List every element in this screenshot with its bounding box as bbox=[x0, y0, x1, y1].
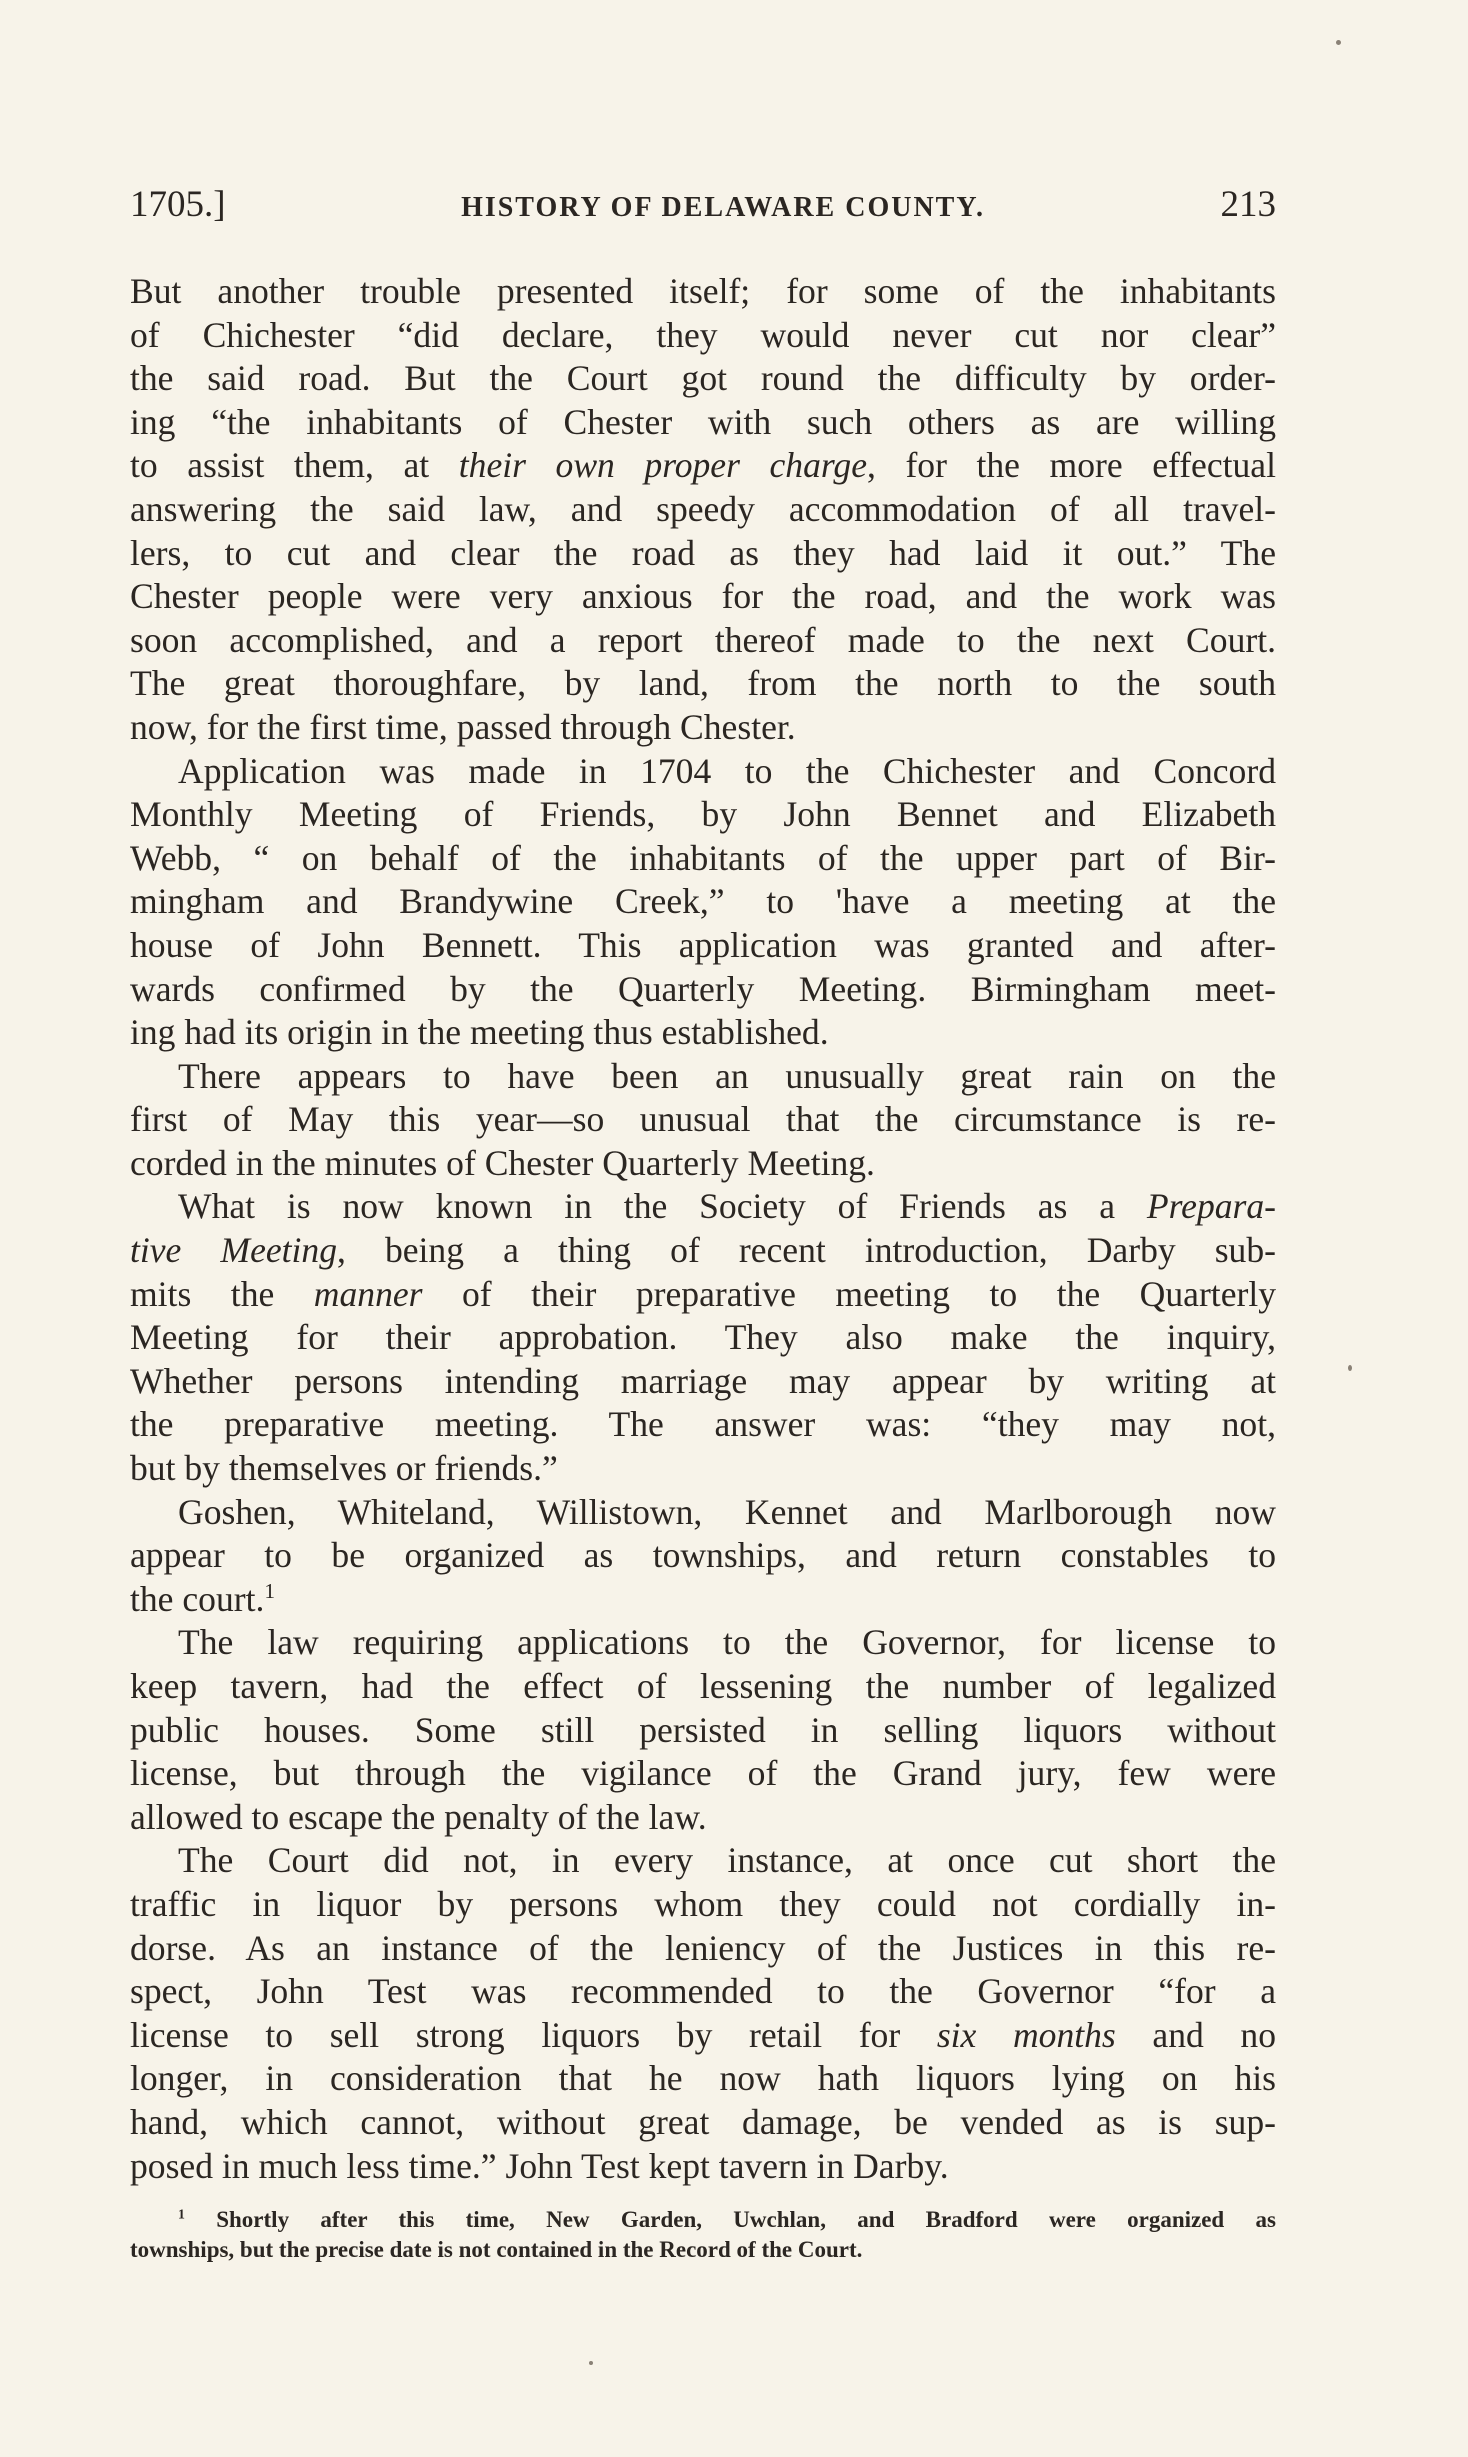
text-run: license to sell strong liquors by retail for bbox=[130, 2014, 937, 2055]
text-line bbox=[130, 2057, 1276, 2101]
text-run: answering the said law, and speedy accommodation of all travel- bbox=[130, 488, 1276, 529]
text-line bbox=[130, 532, 1276, 576]
text-line bbox=[130, 314, 1276, 358]
text-run: Webb, “ on behalf of the inhabitants of the upper part of Bir- bbox=[130, 837, 1276, 878]
text-line bbox=[130, 880, 1276, 924]
text-run: the said road. But the Court got round the difficulty by order- bbox=[130, 358, 1276, 399]
text-run: The Court did not, in every instance, at once cut short the bbox=[178, 1840, 1276, 1881]
text-line bbox=[130, 1534, 1276, 1578]
text-run: What is now known in the Society of Friends as a bbox=[178, 1186, 1147, 1227]
body-text bbox=[130, 270, 1276, 2188]
text-line bbox=[130, 1011, 1276, 1055]
page-number: 213 bbox=[1220, 184, 1276, 225]
text-line bbox=[130, 1229, 1276, 1273]
text-line bbox=[130, 1491, 1276, 1535]
text-run: wards confirmed by the Quarterly Meeting. Birmingham meet- bbox=[130, 968, 1276, 1009]
text-line bbox=[130, 1142, 1276, 1186]
text-run: Application was made in 1704 to the Chichester and Concord bbox=[178, 750, 1276, 791]
text-run: house of John Bennett. This application was granted and after- bbox=[130, 924, 1276, 965]
paragraph bbox=[130, 1839, 1276, 2188]
paragraph bbox=[130, 270, 1276, 750]
text-line bbox=[130, 2101, 1276, 2145]
text-run: But another trouble presented itself; for some of the inhabitants bbox=[130, 271, 1276, 311]
page-speck bbox=[1336, 40, 1341, 45]
italic-text: six months bbox=[936, 2014, 1116, 2055]
text-run: lers, to cut and clear the road as they had laid it out.” The bbox=[130, 532, 1276, 573]
text-line bbox=[130, 1403, 1276, 1447]
text-line bbox=[130, 1447, 1276, 1491]
text-run: first of May this year—so unusual that the circumstance is re- bbox=[130, 1099, 1276, 1140]
text-line bbox=[130, 750, 1276, 794]
paragraph bbox=[130, 750, 1276, 1055]
text-line bbox=[130, 1709, 1276, 1753]
text-run: the preparative meeting. The answer was: “they may not, bbox=[130, 1404, 1276, 1445]
text-run: traffic in liquor by persons whom they could not cordially in- bbox=[130, 1883, 1276, 1924]
text-run: longer, in consideration that he now hath liquors lying on his bbox=[130, 2058, 1276, 2099]
footnote bbox=[130, 2205, 1276, 2265]
header-year: 1705.] bbox=[130, 184, 226, 225]
italic-text: Prepara- bbox=[1146, 1186, 1276, 1227]
text-run: Monthly Meeting of Friends, by John Bennet and Elizabeth bbox=[130, 794, 1276, 835]
text-line bbox=[130, 1621, 1276, 1665]
text-line bbox=[130, 1839, 1276, 1883]
text-run: hand, which cannot, without great damage, be vended as is sup- bbox=[130, 2101, 1276, 2142]
text-run: of their preparative meeting to the Quarterly bbox=[422, 1273, 1277, 1314]
text-run: Shortly after this time, New Garden, Uwchlan, and Bradford were organized as bbox=[184, 2207, 1276, 2232]
text-line bbox=[130, 1970, 1276, 2014]
text-line bbox=[130, 1883, 1276, 1927]
italic-text: tive Meeting bbox=[130, 1230, 337, 1271]
text-run: Meeting for their approbation. They also make the inquiry, bbox=[130, 1317, 1276, 1358]
text-run: and no bbox=[1115, 2014, 1276, 2055]
text-run: The great thoroughfare, by land, from the north to the south bbox=[130, 663, 1276, 704]
text-run: There appears to have been an unusually great rain on the bbox=[178, 1055, 1276, 1096]
text-run: Chester people were very anxious for the road, and the work was bbox=[130, 576, 1276, 617]
text-run: of Chichester “did declare, they would never cut nor clear” bbox=[130, 314, 1276, 355]
text-line bbox=[130, 575, 1276, 619]
text-line bbox=[130, 2235, 1276, 2265]
text-line bbox=[130, 662, 1276, 706]
text-line bbox=[130, 837, 1276, 881]
text-line bbox=[130, 1273, 1276, 1317]
text-run: spect, John Test was recommended to the Governor “for a bbox=[130, 1971, 1276, 2012]
text-run: now, for the first time, passed through Chester. bbox=[130, 706, 796, 747]
text-run: Whether persons intending marriage may appear by writing at bbox=[130, 1360, 1276, 1401]
text-run: dorse. As an instance of the leniency of the Justices in this re- bbox=[130, 1927, 1276, 1968]
text-run: ing “the inhabitants of Chester with such others as are willing bbox=[130, 401, 1276, 442]
text-line bbox=[130, 924, 1276, 968]
footnote-marker: 1 bbox=[178, 2206, 185, 2222]
text-line bbox=[130, 793, 1276, 837]
text-line bbox=[130, 1578, 1276, 1622]
text-line bbox=[130, 2014, 1276, 2058]
page-speck bbox=[1348, 1365, 1352, 1371]
text-run: but by themselves or friends.” bbox=[130, 1448, 558, 1489]
text-run: mingham and Brandywine Creek,” to 'have a meeting at the bbox=[130, 881, 1276, 922]
italic-text: their own proper charge bbox=[458, 445, 867, 486]
text-run: posed in much less time.” John Test kept tavern in Darby. bbox=[130, 2145, 949, 2186]
running-head bbox=[130, 183, 1276, 226]
header-title: HISTORY OF DELAWARE COUNTY. bbox=[461, 192, 985, 223]
page-speck bbox=[589, 2361, 593, 2365]
text-run: the court. bbox=[130, 1578, 265, 1619]
paragraph bbox=[130, 1491, 1276, 1622]
text-run: appear to be organized as townships, and return constables to bbox=[130, 1535, 1276, 1576]
text-run: ing had its origin in the meeting thus established. bbox=[130, 1012, 829, 1053]
text-line bbox=[130, 1927, 1276, 1971]
text-line bbox=[130, 1185, 1276, 1229]
text-run: keep tavern, had the effect of lessening the number of legalized bbox=[130, 1666, 1276, 1706]
text-line bbox=[130, 357, 1276, 401]
text-line bbox=[130, 1360, 1276, 1404]
text-run: mits the bbox=[130, 1273, 314, 1314]
text-line bbox=[130, 1055, 1276, 1099]
paragraph bbox=[130, 1621, 1276, 1839]
text-run: Goshen, Whiteland, Willistown, Kennet and Marlborough now bbox=[178, 1491, 1276, 1532]
text-line bbox=[130, 1098, 1276, 1142]
paragraph bbox=[130, 1055, 1276, 1186]
text-line bbox=[130, 968, 1276, 1012]
text-line bbox=[130, 444, 1276, 488]
text-run: to assist them, at bbox=[130, 445, 459, 486]
text-run: soon accomplished, and a report thereof made to the next Court. bbox=[130, 619, 1276, 660]
text-run: corded in the minutes of Chester Quarterly Meeting. bbox=[130, 1142, 875, 1183]
text-line bbox=[130, 2145, 1276, 2189]
text-line bbox=[130, 270, 1276, 314]
text-run: public houses. Some still persisted in selling liquors without bbox=[130, 1709, 1276, 1750]
text-run: The law requiring applications to the Governor, for license to bbox=[178, 1622, 1276, 1663]
text-line bbox=[130, 1796, 1276, 1840]
footnote-marker: 1 bbox=[264, 1578, 276, 1603]
italic-text: manner bbox=[313, 1273, 423, 1314]
text-run: townships, but the precise date is not contained in the Record of the Court. bbox=[130, 2237, 863, 2262]
paragraph bbox=[130, 1185, 1276, 1490]
text-line bbox=[130, 1752, 1276, 1796]
text-line bbox=[130, 2205, 1276, 2235]
text-run: allowed to escape the penalty of the law. bbox=[130, 1796, 707, 1837]
text-line bbox=[130, 488, 1276, 532]
text-run: , being a thing of recent introduction, Darby sub- bbox=[337, 1230, 1276, 1271]
text-line bbox=[130, 401, 1276, 445]
text-run: , for the more effectual bbox=[866, 445, 1276, 486]
text-line bbox=[130, 706, 1276, 750]
text-line bbox=[130, 1665, 1276, 1709]
text-line bbox=[130, 619, 1276, 663]
text-run: license, but through the vigilance of the Grand jury, few were bbox=[130, 1753, 1276, 1794]
text-line bbox=[130, 1316, 1276, 1360]
